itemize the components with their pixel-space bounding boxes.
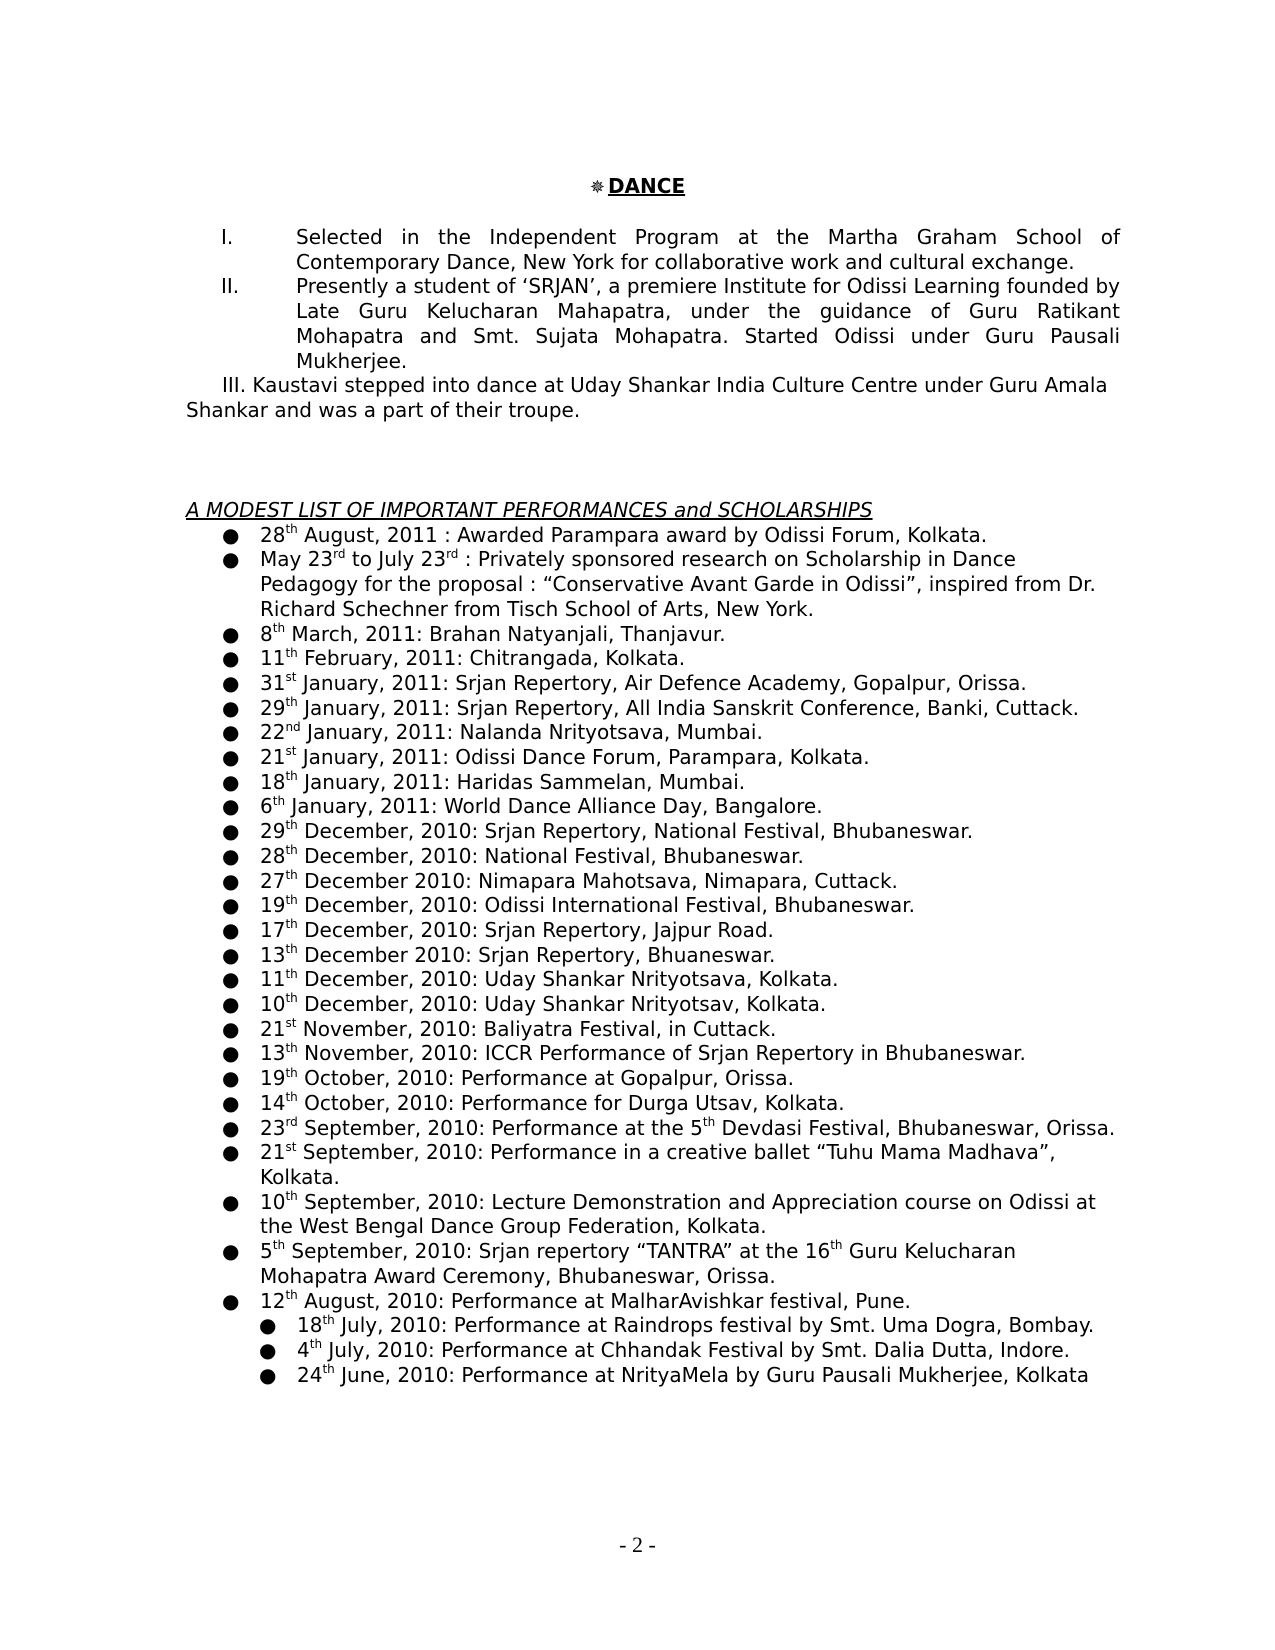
list-item: [186, 869, 1120, 894]
item-text: February, 2011: Chitrangada, Kolkata.: [297, 646, 686, 671]
ordinal-suffix: th: [285, 522, 298, 537]
ordinal-suffix: th: [285, 966, 298, 981]
bullet-icon: ●: [222, 1066, 240, 1091]
list-item: [186, 1091, 1120, 1116]
list-item: [186, 1338, 1120, 1363]
list-item: [186, 819, 1120, 844]
summary-item: [186, 225, 1120, 274]
ordinal-suffix: th: [285, 892, 298, 907]
ordinal-suffix: st: [285, 1139, 297, 1154]
bullet-icon: ●: [222, 819, 240, 844]
list-item: [186, 547, 1120, 621]
ordinal-suffix: rd: [333, 546, 346, 561]
item-text: Guru Kelucharan Mohapatra Award Ceremony, Bhubaneswar, Orissa.: [260, 1239, 1017, 1288]
list-item: [186, 992, 1120, 1017]
item-date: 14: [260, 1090, 286, 1115]
item-date: 13: [260, 942, 286, 967]
ordinal-suffix: th: [322, 1361, 335, 1376]
ordinal-suffix: th: [285, 991, 298, 1006]
item-text: January, 2011: Srjan Repertory, All India Sanskrit Conference, Banki, Cuttack.: [297, 695, 1080, 720]
performances-section: [186, 498, 1120, 1387]
list-item: [186, 696, 1120, 721]
ordinal-suffix: th: [285, 1090, 298, 1105]
bullet-icon: ●: [222, 720, 240, 745]
summary-item: [186, 274, 1120, 373]
ordinal-suffix: st: [285, 670, 297, 685]
item-date: 24: [297, 1362, 323, 1387]
list-item: [186, 720, 1120, 745]
item-date: 28: [260, 843, 286, 868]
item-date: 29: [260, 695, 286, 720]
ordinal-suffix: th: [285, 917, 298, 932]
ordinal-suffix: th: [285, 1065, 298, 1080]
ordinal-suffix: th: [285, 769, 298, 784]
ordinal-suffix: th: [285, 942, 298, 956]
bullet-icon: ●: [259, 1362, 277, 1387]
item-date: 11: [260, 967, 286, 992]
item-date: 29: [260, 819, 286, 844]
item-text: November, 2010: ICCR Performance of Srjan Repertory in Bhubaneswar.: [297, 1041, 1026, 1066]
ordinal-suffix: th: [285, 867, 298, 882]
item-text: Presently a student of ‘SRJAN’, a premiere Institute for Odissi Learning founded by Late Guru Kelucharan Mahapatra, under the guidance of Guru Ratikant Mohapatra and Smt. Sujata Mohapatra. Started Odissi under Guru Pausali Mukherjee.: [296, 274, 1120, 373]
ordinal-suffix: st: [285, 744, 297, 759]
bullet-icon: ●: [222, 1288, 240, 1313]
item-text: December, 2010: Odissi International Festival, Bhubaneswar.: [297, 893, 915, 918]
list-item: [186, 1190, 1120, 1239]
item-date: 28: [260, 522, 286, 547]
item-date: 22: [260, 720, 286, 745]
bullet-icon: ●: [222, 967, 240, 992]
item-number: II.: [221, 274, 240, 299]
item-date: 18: [260, 769, 286, 794]
list-item: [186, 918, 1120, 943]
bullet-icon: ●: [222, 769, 240, 794]
star-icon: ✵: [589, 177, 605, 198]
bullet-icon: ●: [222, 1016, 240, 1041]
page-number: - 2 -: [619, 1532, 656, 1557]
list-item: [186, 622, 1120, 647]
item-date: 21: [260, 1016, 286, 1041]
item-date: 21: [260, 745, 286, 770]
item-date: 5: [260, 1239, 273, 1264]
performances-list: [186, 523, 1120, 1388]
item-text: December 2010: Nimapara Mahotsava, Nimapara, Cuttack.: [297, 868, 898, 893]
ordinal-suffix: th: [285, 818, 298, 833]
item-text: September, 2010: Lecture Demonstration and Appreciation course on Odissi at the West Bengal Dance Group Federation, Kolkata.: [260, 1189, 1096, 1239]
item-date: May 23: [260, 547, 334, 572]
item-text: December, 2010: Uday Shankar Nrityotsava, Kolkata.: [297, 967, 839, 992]
bullet-icon: ●: [222, 868, 240, 893]
item-date: 21: [260, 1140, 286, 1165]
bullet-icon: ●: [259, 1313, 277, 1338]
list-item: [186, 1239, 1120, 1288]
item-text: December, 2010: Srjan Repertory, National Festival, Bhubaneswar.: [297, 819, 974, 844]
bullet-icon: ●: [222, 646, 240, 671]
item-text: January, 2011: Srjan Repertory, Air Defence Academy, Gopalpur, Orissa.: [296, 670, 1027, 695]
list-item: [186, 844, 1120, 869]
summary-item: [186, 373, 1120, 422]
item-text: Selected in the Independent Program at the Martha Graham School of Contemporary Dance, New York for collaborative work and cultural exchange.: [296, 225, 1120, 274]
item-date: 13: [260, 1041, 286, 1066]
item-date: 12: [260, 1288, 286, 1313]
bullet-icon: ●: [259, 1337, 277, 1362]
item-text: to July 23: [345, 547, 447, 572]
item-text: September, 2010: Performance at the 5: [297, 1115, 703, 1140]
item-text: Devdasi Festival, Bhubaneswar, Orissa.: [715, 1115, 1116, 1140]
item-text: March, 2011: Brahan Natyanjali, Thanjavur.: [285, 621, 726, 646]
ordinal-suffix: th: [702, 1114, 716, 1129]
bullet-icon: ●: [222, 695, 240, 720]
bullet-icon: ●: [222, 917, 240, 942]
bullet-icon: ●: [222, 1090, 240, 1115]
bullet-icon: ●: [222, 1189, 240, 1214]
section-title: DANCE: [607, 174, 686, 198]
ordinal-suffix: rd: [446, 546, 459, 561]
item-text: August, 2011 : Awarded Parampara award by Odissi Forum, Kolkata.: [297, 522, 988, 547]
item-date: 6: [260, 794, 273, 819]
item-text: : Privately sponsored research on Scholarship in Dance Pedagogy for the proposal : “Conservative Avant Garde in Odissi”, inspired from Dr. Richard Schechner from Tisch School of Arts, New York.: [260, 547, 1096, 621]
list-item: [186, 1313, 1120, 1338]
item-text: November, 2010: Baliyatra Festival, in Cuttack.: [296, 1016, 777, 1041]
ordinal-suffix: th: [272, 793, 286, 808]
item-text: July, 2010: Performance at Raindrops festival by Smt. Uma Dogra, Bombay.: [334, 1313, 1095, 1338]
bullet-icon: ●: [222, 621, 240, 646]
dance-summary: [186, 225, 1120, 423]
ordinal-suffix: rd: [285, 1114, 298, 1129]
section-heading: [0, 174, 1275, 198]
item-date: 27: [260, 868, 286, 893]
item-date: 11: [260, 646, 286, 671]
item-text: October, 2010: Performance for Durga Utsav, Kolkata.: [297, 1090, 845, 1115]
bullet-icon: ●: [222, 670, 240, 695]
item-date: 10: [260, 992, 286, 1017]
item-text: December 2010: Srjan Repertory, Bhuaneswar.: [297, 942, 776, 967]
item-date: 23: [260, 1115, 286, 1140]
list-item: [186, 745, 1120, 770]
item-text: December, 2010: Srjan Repertory, Jajpur Road.: [297, 917, 774, 942]
item-date: 31: [260, 670, 286, 695]
bullet-icon: ●: [222, 1239, 240, 1264]
ordinal-suffix: th: [285, 645, 298, 660]
item-text: December, 2010: National Festival, Bhubaneswar.: [297, 843, 804, 868]
ordinal-suffix: th: [322, 1312, 335, 1327]
ordinal-suffix: nd: [285, 719, 301, 734]
bullet-icon: ●: [222, 522, 240, 547]
item-date: 17: [260, 917, 286, 942]
item-text: September, 2010: Performance in a creative ballet “Tuhu Mama Madhava”, Kolkata.: [260, 1140, 1056, 1189]
item-text: January, 2011: World Dance Alliance Day, Bangalore.: [285, 794, 823, 819]
item-text: December, 2010: Uday Shankar Nrityotsav, Kolkata.: [297, 992, 827, 1017]
list-item: [186, 646, 1120, 671]
ordinal-suffix: th: [272, 620, 286, 635]
item-date: 18: [297, 1313, 323, 1338]
bullet-icon: ●: [222, 893, 240, 918]
item-number: I.: [221, 225, 234, 249]
item-text: January, 2011: Nalanda Nrityotsava, Mumbai.: [300, 720, 763, 745]
item-date: 19: [260, 1066, 286, 1091]
ordinal-suffix: th: [285, 694, 298, 709]
item-text: July, 2010: Performance at Chhandak Festival by Smt. Dalia Dutta, Indore.: [322, 1337, 1070, 1362]
list-item: [186, 893, 1120, 918]
list-item: [186, 1140, 1120, 1189]
item-date: 10: [260, 1189, 286, 1214]
bullet-icon: ●: [222, 942, 240, 967]
item-number: III.: [222, 373, 247, 398]
performances-title: A MODEST LIST OF IMPORTANT PERFORMANCES and SCHOLARSHIPS: [186, 498, 873, 522]
list-item: [186, 671, 1120, 696]
bullet-icon: ●: [222, 843, 240, 868]
item-text: September, 2010: Srjan repertory “TANTRA” at the 16: [285, 1239, 831, 1264]
item-text: Kaustavi stepped into dance at Uday Shankar India Culture Centre under Guru Amala Shankar and was a part of their troupe.: [186, 373, 1108, 422]
list-item: [186, 1116, 1120, 1141]
bullet-icon: ●: [222, 1140, 240, 1165]
ordinal-suffix: th: [309, 1337, 323, 1352]
list-item: [186, 794, 1120, 819]
bullet-icon: ●: [222, 794, 240, 819]
bullet-icon: ●: [222, 1041, 240, 1066]
ordinal-suffix: th: [285, 1040, 298, 1055]
list-item: [186, 943, 1120, 968]
bullet-icon: ●: [222, 1115, 240, 1140]
item-date: 19: [260, 893, 286, 918]
bullet-icon: ●: [222, 547, 240, 572]
bullet-icon: ●: [222, 992, 240, 1017]
list-item: [186, 1066, 1120, 1091]
list-item: [186, 523, 1120, 548]
item-text: June, 2010: Performance at NrityaMela by Guru Pausali Mukherjee, Kolkata: [334, 1362, 1089, 1387]
list-item: [186, 1017, 1120, 1042]
ordinal-suffix: th: [285, 843, 298, 858]
list-item: [186, 1289, 1120, 1314]
item-text: January, 2011: Odissi Dance Forum, Parampara, Kolkata.: [296, 745, 870, 770]
ordinal-suffix: th: [830, 1238, 843, 1253]
item-text: October, 2010: Performance at Gopalpur, Orissa.: [297, 1066, 794, 1091]
ordinal-suffix: th: [285, 1287, 298, 1302]
list-item: [186, 967, 1120, 992]
list-item: [186, 1041, 1120, 1066]
ordinal-suffix: th: [272, 1238, 286, 1253]
item-date: 8: [260, 621, 273, 646]
ordinal-suffix: st: [285, 1016, 297, 1031]
list-item: [186, 770, 1120, 795]
item-text: August, 2010: Performance at MalharAvishkar festival, Pune.: [297, 1288, 911, 1313]
item-date: 4: [297, 1337, 310, 1362]
list-item: [186, 1363, 1120, 1388]
ordinal-suffix: th: [285, 1189, 298, 1204]
item-text: January, 2011: Haridas Sammelan, Mumbai.: [297, 769, 746, 794]
bullet-icon: ●: [222, 745, 240, 770]
